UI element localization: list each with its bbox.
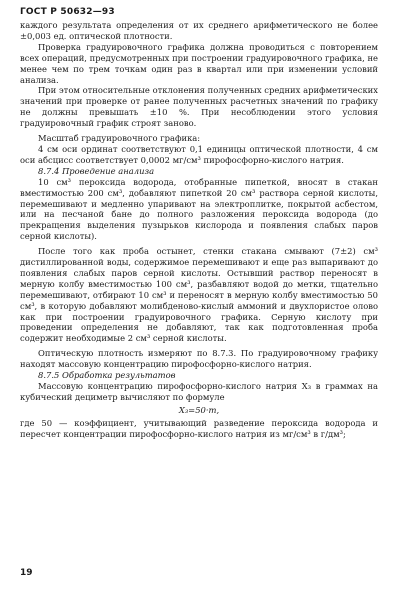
standard-header: ГОСТ Р 50632—93 [20, 7, 115, 17]
paragraph-scale-values: 4 см оси ординат соответствуют 0,1 единицы оптической плотности, 4 см оси абсцисс соответствует 0,0002 мг/см³ пирофосфорно-кислого натрия. [20, 143, 378, 165]
paragraph-continuation: каждого результата определения от их среднего арифметического не более ±0,003 ед. оптической плотности. [20, 20, 378, 41]
paragraph-analysis-step2: После того как проба остынет, стенки стакана смывают (7±2) см³ дистиллированной воды, содержимое перемешивают и еще раз выпаривают до появления слабых паров серной кислоты. Остывший раствор переносят в мерную колбу вместимостью 100 см³, разбавляют водой до метки, тщательно перемешивают, отбирают 10 см³ и переносят в мерную колбу вместимостью 50 см³, в которую добавляют молибденово-кислый аммоний и двухлористое олово как при построении градуировочного графика. Серную кислоту при проведении определения не добавляют, так как подготовленная проба содержит необходимые 2 см³ серной кислоты. [20, 246, 378, 344]
paragraph-analysis-step1: 10 см³ пероксида водорода, отобранные пипеткой, вносят в стакан вместимостью 200 см³, добавляют пипеткой 20 см³ раствора серной кислоты, перемешивают и медленно упаривают на электроплитке, покрытой асбестом, или на песчаной бане до полного разложения пероксида водорода (до прекращения выделения пузырьков кислорода и появления слабых паров серной кислоты). [20, 176, 378, 242]
section-heading-analysis: 8.7.4 Проведение анализа [38, 165, 155, 176]
section-heading-results: 8.7.5 Обработка результатов [38, 370, 176, 381]
paragraph-deviation: При этом относительные отклонения полученных средних арифметических значений при проверке от ранее полученных расчетных значений по графику не должны превышать ±10 %. При несоблюдении этого условия градуировочный график строят заново. [20, 85, 378, 129]
paragraph-results-intro: Массовую концентрацию пирофосфорно-кислого натрия X₃ в граммах на кубический дециметр вычисляют по формуле [20, 381, 378, 402]
paragraph-check-graph: Проверка градуировочного графика должна проводиться с повторением всех операций, предусмотренных при построении градуировочного графика, не менее чем по трем точкам один раз в квартал или при изменении условий анализа. [20, 41, 378, 85]
paragraph-formula-explanation: где 50 — коэффициент, учитывающий разведение пероксида водорода и пересчет концентрации пирофосфорно-кислого натрия из мг/см³ в г/дм³; [20, 417, 378, 439]
page-number: 19 [20, 568, 33, 578]
paragraph-optical-density: Оптическую плотность измеряют по 8.7.3. По градуировочному графику находят массовую концентрацию пирофосфорно-кислого натрия. [20, 348, 378, 370]
formula: X₃=50·m, [178, 404, 220, 415]
paragraph-scale-title: Масштаб градуировочного графика: [38, 133, 201, 144]
